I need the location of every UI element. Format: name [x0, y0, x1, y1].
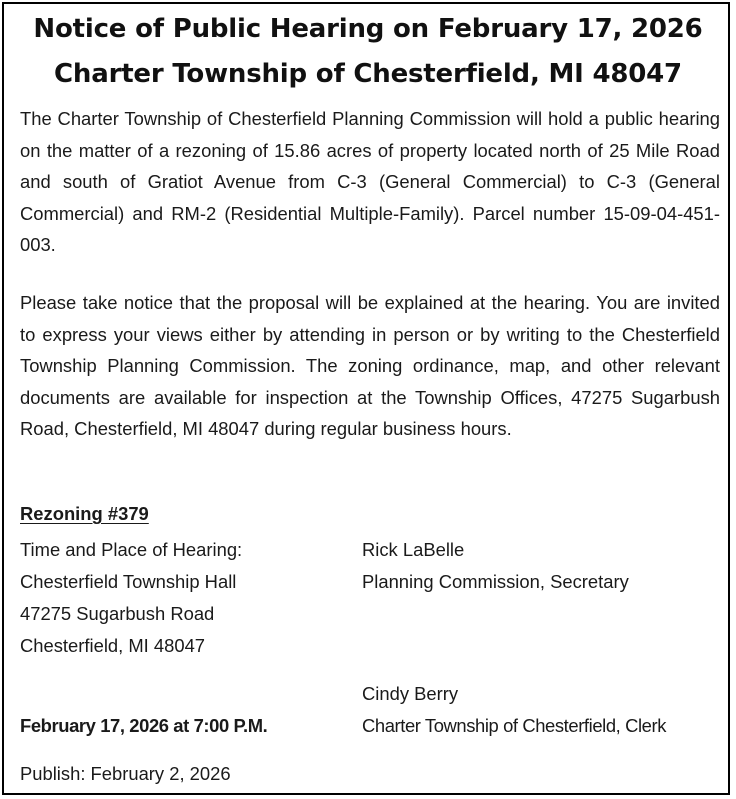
venue-city: Chesterfield, MI 48047: [20, 635, 206, 656]
notice-title-line1: Notice of Public Hearing on February 17, 2026: [33, 14, 703, 44]
clerk-title: Charter Township of Chesterfield, Clerk: [362, 715, 666, 736]
venue-street: 47275 Sugarbush Road: [20, 603, 215, 624]
notice-paragraph-instructions: Please take notice that the proposal will be explained at the hearing. You are invited to express your views either by attending in person or by writing to the Chesterfield Township Planning Commission. The zoning ordinance, map, and other relevant documents are available for inspection at the Township Offices, 47275 Sugarbush Road, Chesterfield, MI 48047 during regular business hours.: [20, 292, 720, 440]
publish-date: Publish: February 2, 2026: [20, 763, 231, 784]
hearing-datetime: February 17, 2026 at 7:00 P.M.: [20, 715, 268, 736]
public-hearing-notice: [2, 2, 730, 795]
hearing-label: Time and Place of Hearing:: [20, 539, 243, 560]
venue-name: Chesterfield Township Hall: [20, 571, 237, 592]
secretary-name: Rick LaBelle: [362, 539, 465, 560]
notice-title-line2: Charter Township of Chesterfield, MI 48047: [54, 59, 682, 89]
secretary-title: Planning Commission, Secretary: [362, 571, 629, 592]
clerk-name: Cindy Berry: [362, 683, 459, 704]
rezoning-heading: Rezoning #379: [20, 503, 149, 524]
notice-paragraph-rezoning: The Charter Township of Chesterfield Planning Commission will hold a public hearing on the matter of a rezoning of 15.86 acres of property located north of 25 Mile Road and south of Gratiot Avenue from C-3 (General Commercial) to C-3 (General Commercial) and RM-2 (Residential Multiple-Family). Parcel number 15-09-04-451-003.: [20, 108, 720, 256]
